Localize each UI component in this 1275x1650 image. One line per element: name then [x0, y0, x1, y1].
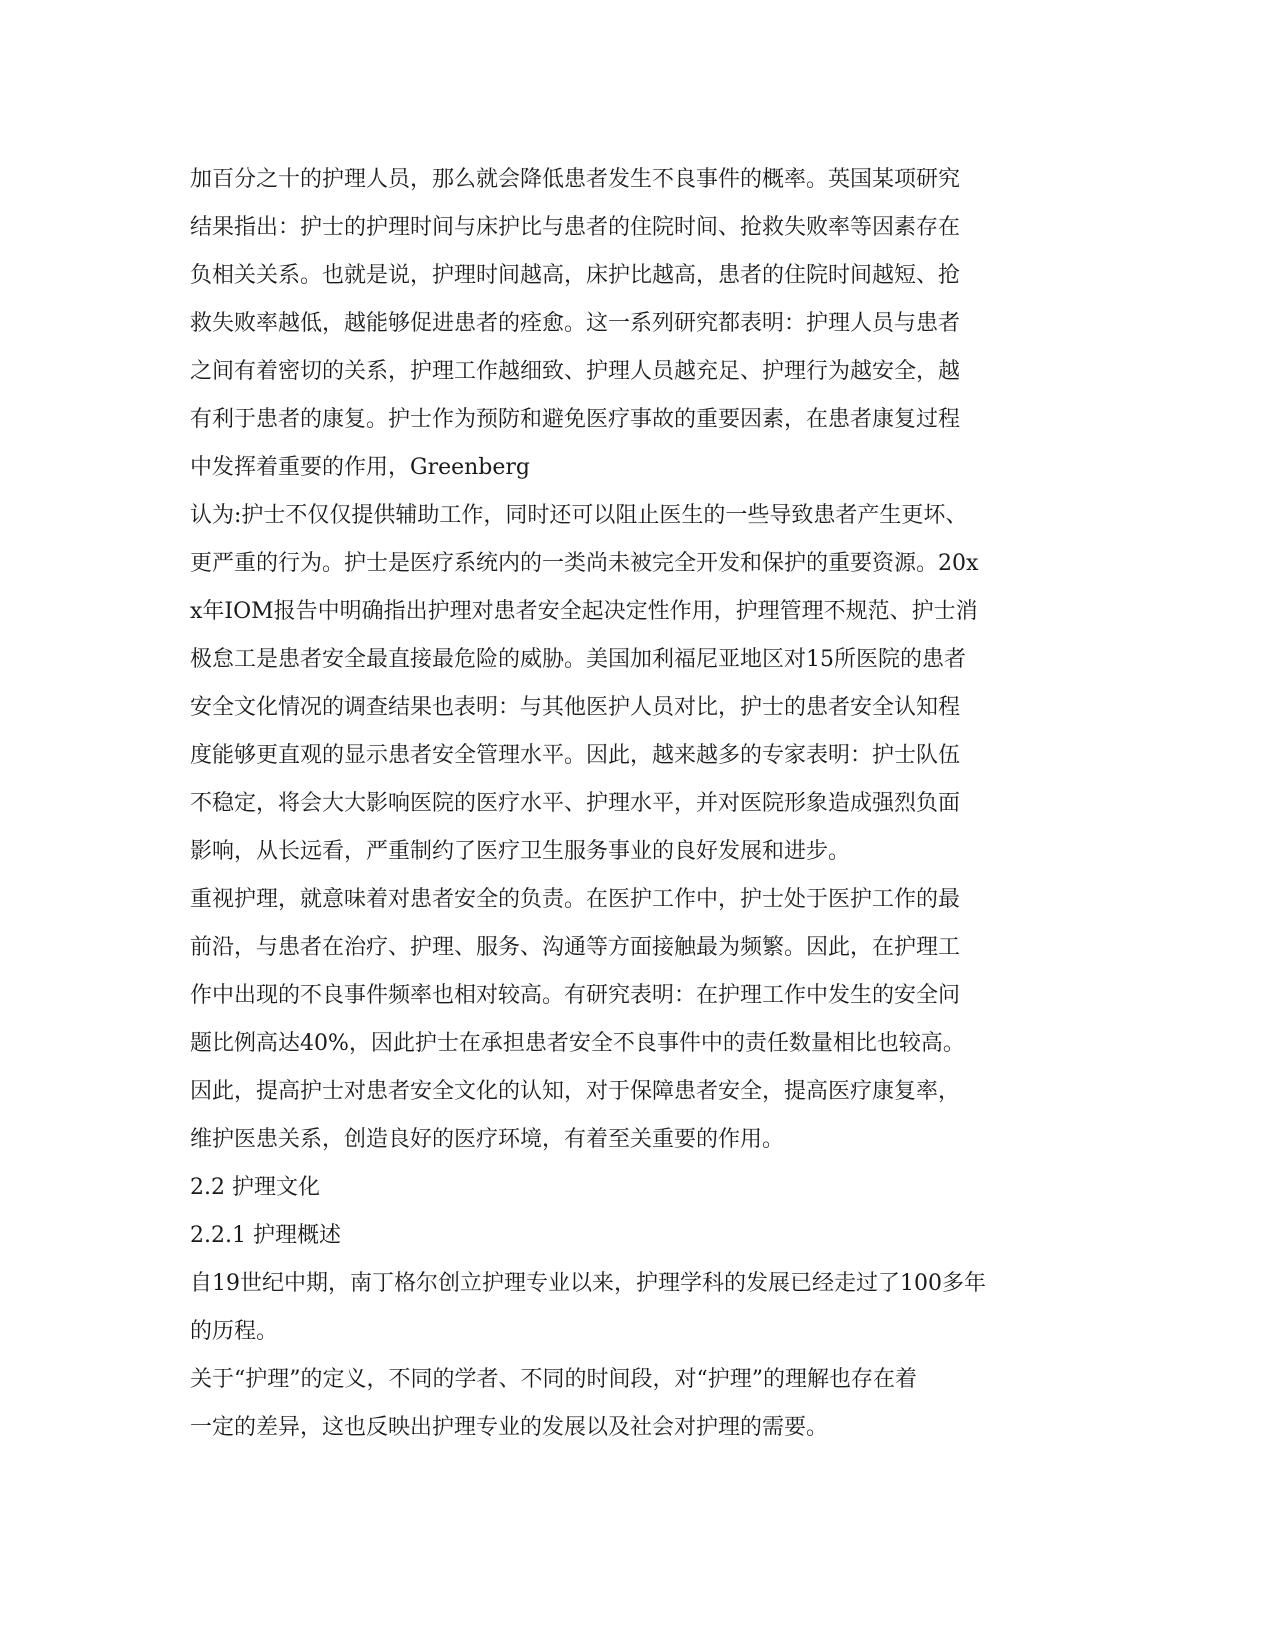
text-line: 结果指出：护士的护理时间与床护比与患者的住院时间、抢救失败率等因素存在 [190, 215, 961, 240]
text-line: 一定的差异，这也反映出护理专业的发展以及社会对护理的需要。 [190, 1415, 829, 1440]
text-line: 加百分之十的护理人员，那么就会降低患者发生不良事件的概率。英国某项研究 [190, 167, 961, 192]
text-line: 不稳定，将会大大影响医院的医疗水平、护理水平，并对医院形象造成强烈负面 [190, 791, 961, 816]
text-line: 作中出现的不良事件频率也相对较高。有研究表明：在护理工作中发生的安全问 [190, 983, 961, 1008]
text-line: 之间有着密切的关系，护理工作越细致、护理人员越充足、护理行为越安全，越 [190, 359, 961, 384]
text-line: 极怠工是患者安全最直接最危险的威胁。美国加利福尼亚地区对15所医院的患者 [190, 647, 966, 672]
text-line: 维护医患关系，创造良好的医疗环境，有着至关重要的作用。 [190, 1127, 785, 1152]
text-line: 重视护理，就意味着对患者安全的负责。在医护工作中，护士处于医护工作的最 [190, 887, 961, 912]
text-line: 认为:护士不仅仅提供辅助工作，同时还可以阻止医生的一些导致患者产生更坏、 [190, 503, 968, 528]
text-line: x年IOM报告中明确指出护理对患者安全起决定性作用，护理管理不规范、护士消 [190, 599, 978, 624]
text-line: 度能够更直观的显示患者安全管理水平。因此，越来越多的专家表明：护士队伍 [190, 743, 961, 768]
text-line: 的历程。 [190, 1319, 279, 1344]
document-body [190, 156, 1090, 1452]
text-line: 影响，从长远看，严重制约了医疗卫生服务事业的良好发展和进步。 [190, 839, 851, 864]
text-line: 更严重的行为。护士是医疗系统内的一类尚未被完全开发和保护的重要资源。20x [190, 551, 979, 576]
subsection-heading: 2.2.1 护理概述 [190, 1223, 341, 1248]
text-line: 负相关关系。也就是说，护理时间越高，床护比越高，患者的住院时间越短、抢 [190, 263, 961, 288]
text-line: 自19世纪中期，南丁格尔创立护理专业以来，护理学科的发展已经走过了100多年 [190, 1271, 986, 1296]
text-line: 关于“护理”的定义，不同的学者、不同的时间段，对“护理”的理解也存在着 [190, 1367, 917, 1392]
text-line: 中发挥着重要的作用，Greenberg [190, 455, 531, 480]
text-line: 前沿，与患者在治疗、护理、服务、沟通等方面接触最为频繁。因此，在护理工 [190, 935, 961, 960]
text-line: 救失败率越低，越能够促进患者的痊愈。这一系列研究都表明：护理人员与患者 [190, 311, 961, 336]
text-line: 题比例高达40%，因此护士在承担患者安全不良事件中的责任数量相比也较高。 [190, 1031, 965, 1056]
text-line: 因此，提高护士对患者安全文化的认知，对于保障患者安全，提高医疗康复率， [190, 1079, 961, 1104]
text-line: 安全文化情况的调查结果也表明：与其他医护人员对比，护士的患者安全认知程 [190, 695, 961, 720]
section-heading: 2.2 护理文化 [190, 1175, 320, 1200]
text-line: 有利于患者的康复。护士作为预防和避免医疗事故的重要因素，在患者康复过程 [190, 407, 961, 432]
